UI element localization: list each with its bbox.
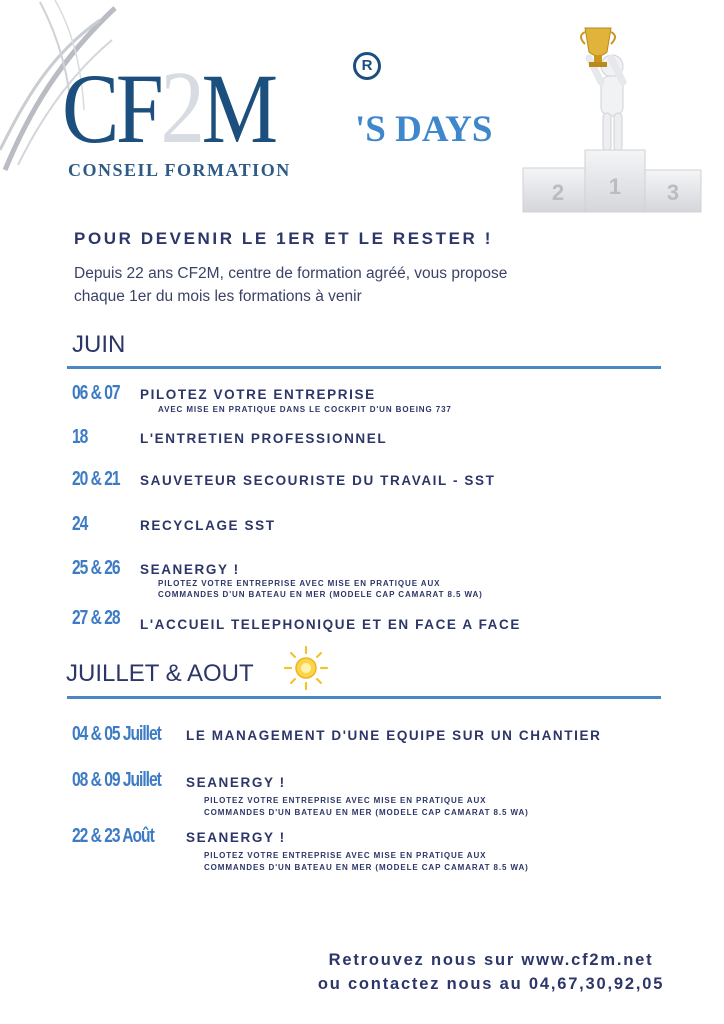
event-date: 22 & 23 Août bbox=[72, 825, 154, 847]
event-title: PILOTEZ VOTRE ENTREPRISE bbox=[140, 387, 376, 402]
event-date: 27 & 28 bbox=[72, 607, 120, 629]
podium-step-2: 2 bbox=[551, 180, 565, 205]
event-subtitle: PILOTEZ VOTRE ENTREPRISE AVEC MISE EN PRATIQUE AUX bbox=[158, 579, 441, 588]
tagline: POUR DEVENIR LE 1ER ET LE RESTER ! bbox=[74, 229, 494, 248]
section-divider bbox=[67, 366, 661, 369]
logo-days-suffix: 'S DAYS bbox=[355, 109, 493, 150]
logo-wordmark: CF2M bbox=[62, 50, 275, 165]
event-subtitle: PILOTEZ VOTRE ENTREPRISE AVEC MISE EN PRATIQUE AUX bbox=[204, 796, 487, 805]
registered-mark: R bbox=[353, 52, 381, 80]
intro-text bbox=[74, 262, 594, 308]
intro-line-1: Depuis 22 ans CF2M, centre de formation agréé, vous propose bbox=[74, 265, 508, 282]
event-title: SEANERGY ! bbox=[140, 562, 240, 577]
event-title: SAUVETEUR SECOURISTE DU TRAVAIL - SST bbox=[140, 473, 496, 488]
event-date: 24 bbox=[72, 513, 88, 535]
sun-icon bbox=[283, 645, 329, 691]
event-title: L'ENTRETIEN PROFESSIONNEL bbox=[140, 431, 388, 446]
event-title: L'ACCUEIL TELEPHONIQUE ET EN FACE A FACE bbox=[140, 617, 521, 632]
event-date: 25 & 26 bbox=[72, 557, 120, 579]
event-subtitle: AVEC MISE EN PRATIQUE DANS LE COCKPIT D'UN BOEING 737 bbox=[158, 405, 452, 414]
event-subtitle: COMMANDES D'UN BATEAU EN MER (MODELE CAP CAMARAT 8.5 WA) bbox=[158, 590, 483, 599]
podium-step-1: 1 bbox=[608, 174, 622, 199]
event-title: LE MANAGEMENT D'UNE EQUIPE SUR UN CHANTIER bbox=[186, 728, 602, 743]
event-date: 04 & 05 Juillet bbox=[72, 723, 161, 745]
podium-trophy-illustration bbox=[515, 18, 705, 218]
event-date: 18 bbox=[72, 426, 88, 448]
event-date: 06 & 07 bbox=[72, 382, 120, 404]
event-title: SEANERGY ! bbox=[186, 775, 286, 790]
event-title: RECYCLAGE SST bbox=[140, 518, 276, 533]
footer-website: Retrouvez nous sur www.cf2m.net bbox=[328, 951, 654, 969]
event-date: 20 & 21 bbox=[72, 468, 120, 490]
section-title-summer: JUILLET & AOUT bbox=[66, 660, 254, 687]
event-subtitle: COMMANDES D'UN BATEAU EN MER (MODELE CAP CAMARAT 8.5 WA) bbox=[204, 863, 529, 872]
footer-contact: ou contactez nous au 04,67,30,92,05 bbox=[317, 975, 665, 993]
event-title: SEANERGY ! bbox=[186, 830, 286, 845]
event-date: 08 & 09 Juillet bbox=[72, 769, 161, 791]
intro-line-2: chaque 1er du mois les formations à venir bbox=[74, 288, 362, 305]
podium-step-3: 3 bbox=[666, 180, 680, 205]
section-divider bbox=[67, 696, 661, 699]
section-title-june: JUIN bbox=[72, 331, 126, 358]
event-subtitle: COMMANDES D'UN BATEAU EN MER (MODELE CAP CAMARAT 8.5 WA) bbox=[204, 808, 529, 817]
event-subtitle: PILOTEZ VOTRE ENTREPRISE AVEC MISE EN PRATIQUE AUX bbox=[204, 851, 487, 860]
logo-subtitle: CONSEIL FORMATION bbox=[68, 160, 291, 180]
